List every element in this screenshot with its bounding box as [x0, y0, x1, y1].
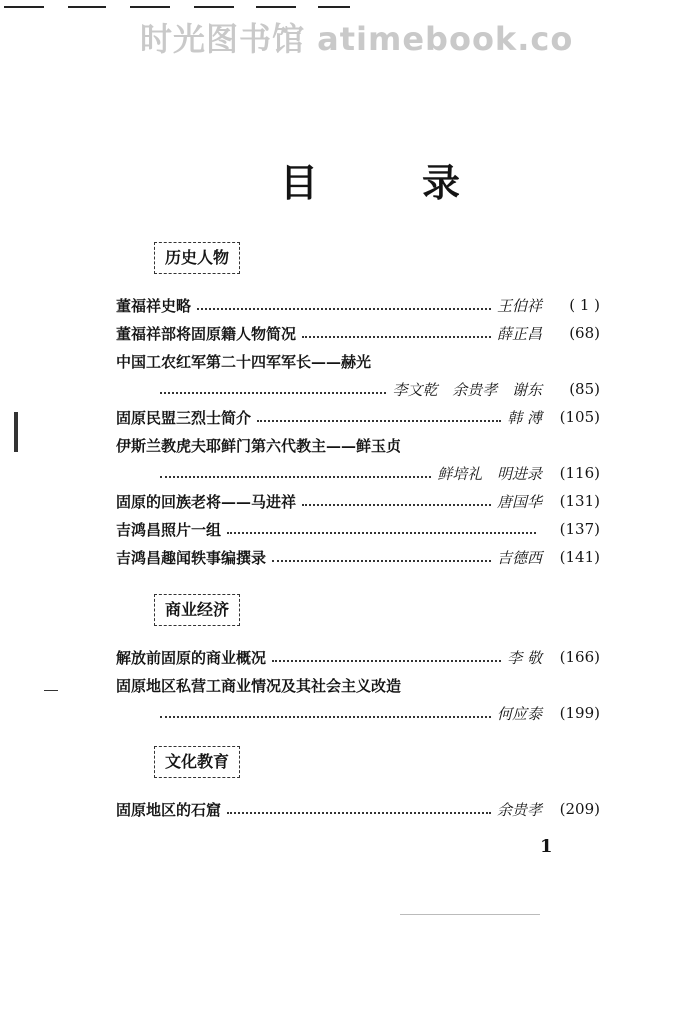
page-number: 1 [540, 836, 553, 857]
dot-leader [197, 308, 491, 310]
entry-page: (166) [559, 648, 600, 666]
entry-title: 中国工农红军第二十四军军长——赫光 [116, 352, 372, 371]
entry-author: 余贵孝 [496, 800, 542, 819]
toc-entry[interactable] [116, 646, 600, 668]
dot-leader [302, 504, 491, 506]
entry-title: 固原地区私营工商业情况及其社会主义改造 [116, 676, 402, 695]
dot-leader [272, 660, 501, 662]
dot-leader [160, 392, 386, 394]
scan-noise-bottom [400, 914, 540, 915]
top-edge-marks [0, 0, 360, 12]
entry-author: 王伯祥 [496, 296, 542, 315]
dot-leader [227, 812, 491, 814]
dot-leader [257, 420, 501, 422]
entry-page: (131) [559, 492, 600, 510]
entry-page: (116) [559, 464, 600, 482]
page-title [280, 152, 460, 207]
entry-page: (68) [569, 324, 600, 342]
toc-entry-continuation[interactable] [160, 702, 600, 724]
toc-entry[interactable] [116, 798, 600, 820]
entry-page: (85) [569, 380, 600, 398]
section-heading-culture: 文化教育 [154, 746, 240, 778]
entry-author: 吉德西 [496, 548, 542, 567]
entry-author: 何应泰 [496, 704, 542, 723]
title-char-right: 录 [421, 160, 460, 205]
entry-title: 董福祥史略 [116, 296, 192, 315]
dot-leader [160, 476, 431, 478]
entry-title: 董福祥部将固原籍人物简况 [116, 324, 297, 343]
entry-author: 唐国华 [496, 492, 542, 511]
dot-leader [272, 560, 491, 562]
toc-entry[interactable] [116, 490, 600, 512]
scan-artifact-dash [44, 690, 58, 691]
toc-entry[interactable] [116, 674, 600, 696]
scan-artifact-left [14, 412, 18, 452]
entry-page: (105) [559, 408, 600, 426]
dot-leader [160, 716, 491, 718]
toc-entry[interactable] [116, 546, 600, 568]
entry-page: (141) [559, 548, 600, 566]
entry-author: 李文乾 余贵孝 谢东 [392, 380, 542, 399]
toc-entry[interactable] [116, 350, 600, 372]
section-heading-history: 历史人物 [154, 242, 240, 274]
entry-author: 韩 溥 [507, 408, 542, 427]
entry-title: 吉鸿昌照片一组 [116, 520, 222, 539]
entry-page: (137) [559, 520, 600, 538]
entry-title: 固原的回族老将——马进祥 [116, 492, 297, 511]
entry-author: 鲜培礼 明进录 [437, 464, 542, 483]
entry-title: 固原民盟三烈士简介 [116, 408, 252, 427]
entry-page: (209) [559, 800, 600, 818]
toc-entry[interactable] [116, 434, 600, 456]
toc-entry[interactable] [116, 518, 600, 540]
toc-entry[interactable] [116, 322, 600, 344]
entry-page: ( 1 ) [569, 296, 600, 314]
entry-title: 吉鸿昌趣闻轶事编撰录 [116, 548, 267, 567]
dot-leader [302, 336, 491, 338]
section-heading-commerce: 商业经济 [154, 594, 240, 626]
entry-title: 伊斯兰教虎夫耶鲜门第六代教主——鲜玉贞 [116, 436, 402, 455]
toc-entry-continuation[interactable] [160, 462, 600, 484]
entry-page: (199) [559, 704, 600, 722]
title-char-left: 目 [280, 160, 319, 205]
toc-entry[interactable] [116, 294, 600, 316]
dot-leader [227, 532, 536, 534]
entry-author: 李 敬 [507, 648, 542, 667]
toc-entry-continuation[interactable] [160, 378, 600, 400]
entry-title: 解放前固原的商业概况 [116, 648, 267, 667]
watermark-text: 时光图书馆 atimebook.co [140, 20, 574, 58]
entry-title: 固原地区的石窟 [116, 800, 222, 819]
toc-entry[interactable] [116, 406, 600, 428]
entry-author: 薛正昌 [496, 324, 542, 343]
